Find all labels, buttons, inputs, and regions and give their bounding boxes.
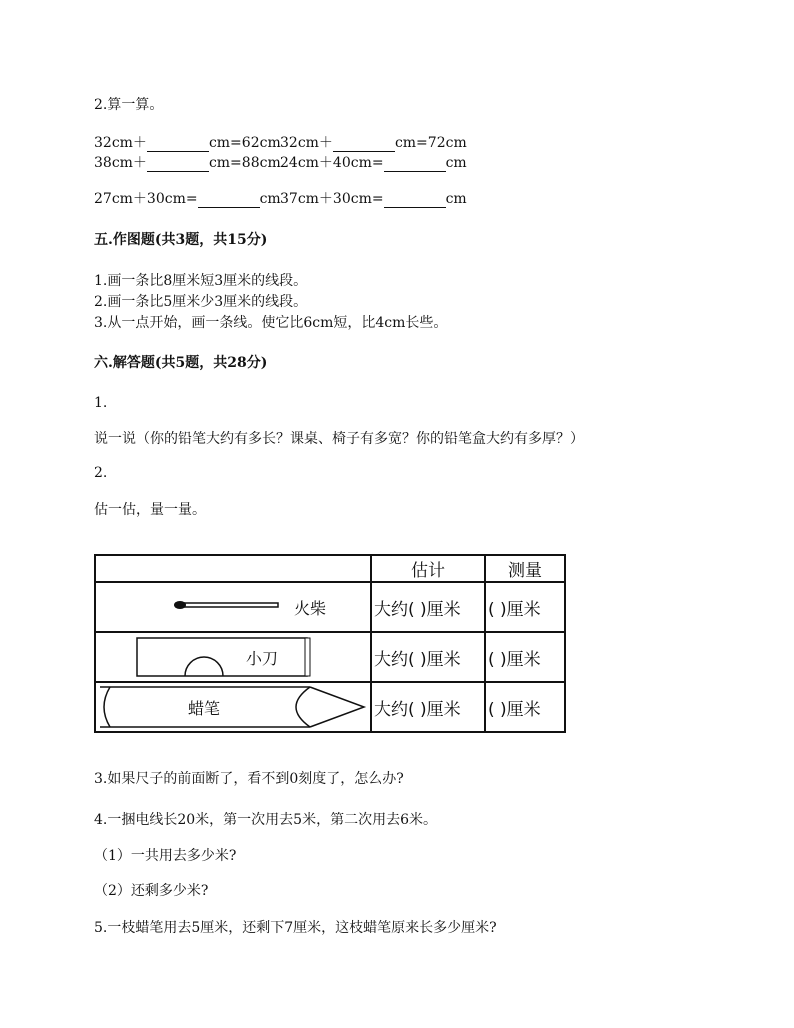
q2-row-1-a-prefix: 32cm＋: [94, 135, 147, 151]
question-1-text: 说一说（你的铅笔大约有多长？课桌、椅子有多宽？你的铅笔盒大约有多厚？）: [94, 431, 584, 447]
q2-row-3-b: [280, 188, 467, 208]
measure-cell[interactable]: ( )厘米: [485, 582, 565, 632]
table-row: [95, 632, 565, 682]
section-6-heading: 六.解答题(共5题，共28分): [94, 355, 268, 371]
q2-row-1-a: [94, 132, 281, 152]
knife-icon: [96, 633, 370, 681]
q2-row-2-a-suffix: cm=88cm: [208, 155, 281, 171]
measure-cell[interactable]: ( )厘米: [485, 682, 565, 732]
question-5: 5.一枝蜡笔用去5厘米，还剩下7厘米，这枝蜡笔原来长多少厘米?: [94, 920, 497, 936]
answer-blank[interactable]: [147, 137, 209, 152]
q2-row-2-b-suffix: cm: [445, 155, 467, 171]
q2-row-3-b-suffix: cm: [445, 191, 467, 207]
match-picture: [96, 583, 370, 631]
q2-row-1-b-prefix: 32cm＋: [280, 135, 333, 151]
answer-blank[interactable]: [384, 157, 446, 172]
answer-blank[interactable]: [384, 193, 446, 208]
question-4: 4.一捆电线长20米，第一次用去5米，第二次用去6米。: [94, 812, 437, 828]
table-row: [95, 682, 565, 732]
question-3: 3.如果尺子的前面断了，看不到0刻度了，怎么办?: [94, 771, 404, 787]
q2-row-1-b: [280, 132, 467, 152]
q2-row-3-b-prefix: 37cm＋30cm=: [280, 191, 384, 207]
knife-picture: [96, 633, 370, 681]
crayon-label: 蜡笔: [188, 699, 221, 718]
match-icon: [96, 583, 370, 631]
header-measure: 测量: [485, 555, 565, 582]
section-5-heading: 五.作图题(共3题，共15分): [94, 232, 268, 248]
q2-title: 2.算一算。: [94, 97, 164, 113]
section-5-item-3: 3.从一点开始，画一条线。使它比6cm短，比4cm长些。: [94, 315, 448, 331]
question-2-text: 估一估，量一量。: [94, 502, 206, 518]
table-row: [95, 582, 565, 632]
match-label: 火柴: [294, 599, 327, 618]
question-1-number: 1.: [94, 395, 108, 411]
section-5-item-2: 2.画一条比5厘米少3厘米的线段。: [94, 294, 308, 310]
crayon-picture-cell: [95, 682, 371, 732]
knife-label: 小刀: [246, 649, 279, 668]
estimate-cell[interactable]: 大约( )厘米: [371, 582, 485, 632]
q2-row-2-b-prefix: 24cm＋40cm=: [280, 155, 384, 171]
answer-blank[interactable]: [333, 137, 395, 152]
table-header-row: [95, 555, 565, 582]
header-estimate: 估计: [371, 555, 485, 582]
match-picture-cell: [95, 582, 371, 632]
q2-row-2-a: [94, 152, 281, 172]
answer-blank[interactable]: [147, 157, 209, 172]
q2-row-1-a-suffix: cm=62cm: [208, 135, 281, 151]
knife-picture-cell: [95, 632, 371, 682]
estimate-cell[interactable]: 大约( )厘米: [371, 632, 485, 682]
measure-cell[interactable]: ( )厘米: [485, 632, 565, 682]
section-5-item-1: 1.画一条比8厘米短3厘米的线段。: [94, 273, 308, 289]
q2-row-2-a-prefix: 38cm＋: [94, 155, 147, 171]
q2-row-3-a-suffix: cm: [259, 191, 281, 207]
estimate-measure-table: [94, 554, 566, 733]
q2-row-2-b: [280, 152, 467, 172]
header-blank-cell: [95, 555, 371, 582]
q2-row-3-a-prefix: 27cm＋30cm=: [94, 191, 198, 207]
crayon-icon: [96, 683, 370, 731]
answer-blank[interactable]: [198, 193, 260, 208]
q2-row-3-a: [94, 188, 281, 208]
question-4-sub-2: （2）还剩多少米?: [94, 883, 209, 899]
crayon-picture: [96, 683, 370, 731]
question-2-number: 2.: [94, 465, 108, 481]
q2-row-1-b-suffix: cm=72cm: [394, 135, 467, 151]
estimate-cell[interactable]: 大约( )厘米: [371, 682, 485, 732]
question-4-sub-1: （1）一共用去多少米?: [94, 848, 237, 864]
